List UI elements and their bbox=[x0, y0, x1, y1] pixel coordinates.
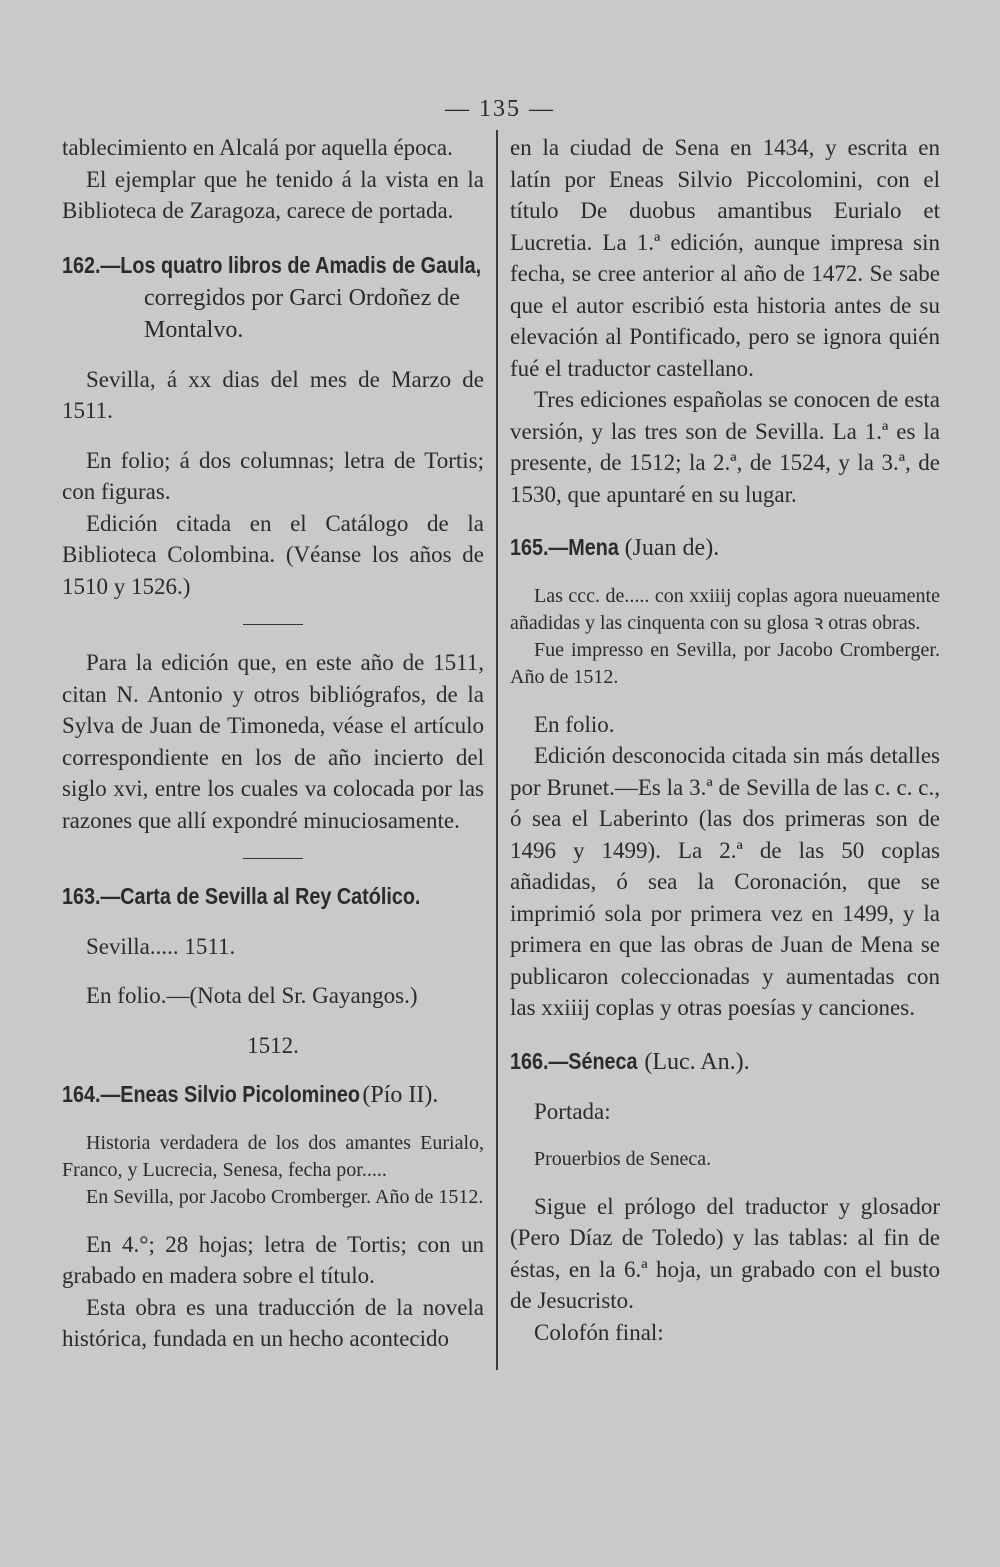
entry-162-subtitle: corregidos por Garci Ordoñez de Montalvo. bbox=[144, 284, 460, 343]
entry-166-title-transcription: Prouerbios de Seneca. bbox=[534, 1147, 712, 1170]
paragraph: tablecimiento en Alcalá por aquella época. bbox=[62, 135, 453, 160]
entry-166-title-rest: (Luc. An.). bbox=[644, 1048, 750, 1075]
entry-164-title: 164.—Eneas Silvio Picolomineo bbox=[62, 1081, 360, 1107]
entry-166-colophon-label: Colofón final: bbox=[534, 1319, 664, 1345]
entry-163-title: 163.—Carta de Sevilla al Rey Católico. bbox=[62, 883, 421, 909]
entry-166-heading bbox=[510, 1046, 940, 1079]
entry-165-imprint: Fue impresso en Sevilla, por Jacobo Cromberger. Año de 1512. bbox=[510, 638, 940, 688]
entry-163-format: En folio.—(Nota del Sr. Gayangos.) bbox=[86, 983, 418, 1008]
entry-165-note: Edición desconocida citada sin más detalles por Brunet.—Es la 3.ª de Sevilla de las c. c. c., ó sea el Laberinto (las dos primeras son de 1496 y 1499). La 2.ª de las 50 coplas añadidas, ó sea la Coronación, que se imprimió sola por primera vez en 1499, y la primera en que las obras de Juan de Mena se publicaron coleccionadas y aumentadas con las xxiiij coplas y otras poesías y canciones. bbox=[510, 743, 940, 1020]
separator bbox=[243, 624, 303, 625]
entry-166-portada-label: Portada: bbox=[534, 1099, 611, 1124]
entry-162-title: 162.—Los quatro libros de Amadis de Gaula, bbox=[62, 251, 482, 278]
entry-162-imprint: Sevilla, á xx dias del mes de Marzo de 1511. bbox=[62, 366, 484, 423]
entry-165-title-rest: (Juan de). bbox=[624, 535, 720, 561]
entry-164-format: En 4.°; 28 hojas; letra de Tortis; con un grabado en madera sobre el título. bbox=[62, 1231, 484, 1288]
entry-162-format: En folio; á dos columnas; letra de Tortis; con figuras. bbox=[62, 447, 484, 504]
page-number: — 135 — bbox=[445, 96, 555, 122]
entry-165-heading bbox=[510, 532, 940, 565]
entry-163-imprint: Sevilla..... 1511. bbox=[86, 933, 236, 959]
entry-164-imprint: En Sevilla, por Jacobo Cromberger. Año de 1512. bbox=[86, 1185, 484, 1208]
entry-164-title-rest: (Pío II). bbox=[362, 1082, 439, 1108]
entry-164-title-transcription: Historia verdadera de los dos amantes Eurialo, Franco, y Lucrecia, Senesa, fecha por..... bbox=[62, 1131, 484, 1181]
column-divider bbox=[496, 130, 498, 1370]
left-column bbox=[62, 132, 484, 1355]
paragraph: en la ciudad de Sena en 1434, y escrita en latín por Eneas Silvio Piccolomini, con el título De duobus amantibus Eurialo et Lucretia. La 1.ª edición, aunque impresa sin fecha, se cree anterior al año de 1472. Se sabe que el autor escribió esta historia antes de su elevación al Pontificado, pero se ignora quién fué el traductor castellano. bbox=[510, 135, 940, 381]
entry-166-title: 166.—Séneca bbox=[510, 1047, 638, 1074]
entry-162-heading bbox=[62, 249, 484, 346]
entry-165-title: 165.—Mena bbox=[510, 534, 619, 560]
note-paragraph: Para la edición que, en este año de 1511, citan N. Antonio y otros bibliógrafos, de la Sylva de Juan de Timoneda, véase el artículo correspondiente en los de año incierto del siglo xvi, entre los cuales va colocada por las razones que allí expondré minuciosamente. bbox=[62, 650, 484, 833]
entry-165-title-transcription: Las ccc. de..... con xxiiij coplas agora nueuamente añadidas y las cinquenta con su glosa ꝛ otras obras. bbox=[510, 584, 940, 634]
paragraph: El ejemplar que he tenido á la vista en la Biblioteca de Zaragoza, carece de portada. bbox=[62, 166, 484, 223]
right-column bbox=[510, 132, 940, 1348]
year-heading: 1512. bbox=[247, 1032, 299, 1058]
entry-164-note: Esta obra es una traducción de la novela histórica, fundada en un hecho acontecido bbox=[62, 1294, 484, 1351]
entry-165-format: En folio. bbox=[534, 711, 615, 737]
separator bbox=[243, 858, 303, 859]
entry-162-note: Edición citada en el Catálogo de la Biblioteca Colombina. (Véanse los años de 1510 y 1526.) bbox=[62, 510, 484, 599]
entry-166-description: Sigue el prólogo del traductor y glosador (Pero Díaz de Toledo) y las tablas: al fin de éstas, en la 6.ª hoja, un grabado con el busto de Jesucristo. bbox=[510, 1193, 940, 1313]
paragraph: Tres ediciones españolas se conocen de esta versión, y las tres son de Sevilla. La 1.ª es la presente, de 1512; la 2.ª, de 1524, y la 3.ª, de 1530, que apuntaré en su lugar. bbox=[510, 387, 940, 507]
entry-164-heading bbox=[62, 1079, 484, 1112]
